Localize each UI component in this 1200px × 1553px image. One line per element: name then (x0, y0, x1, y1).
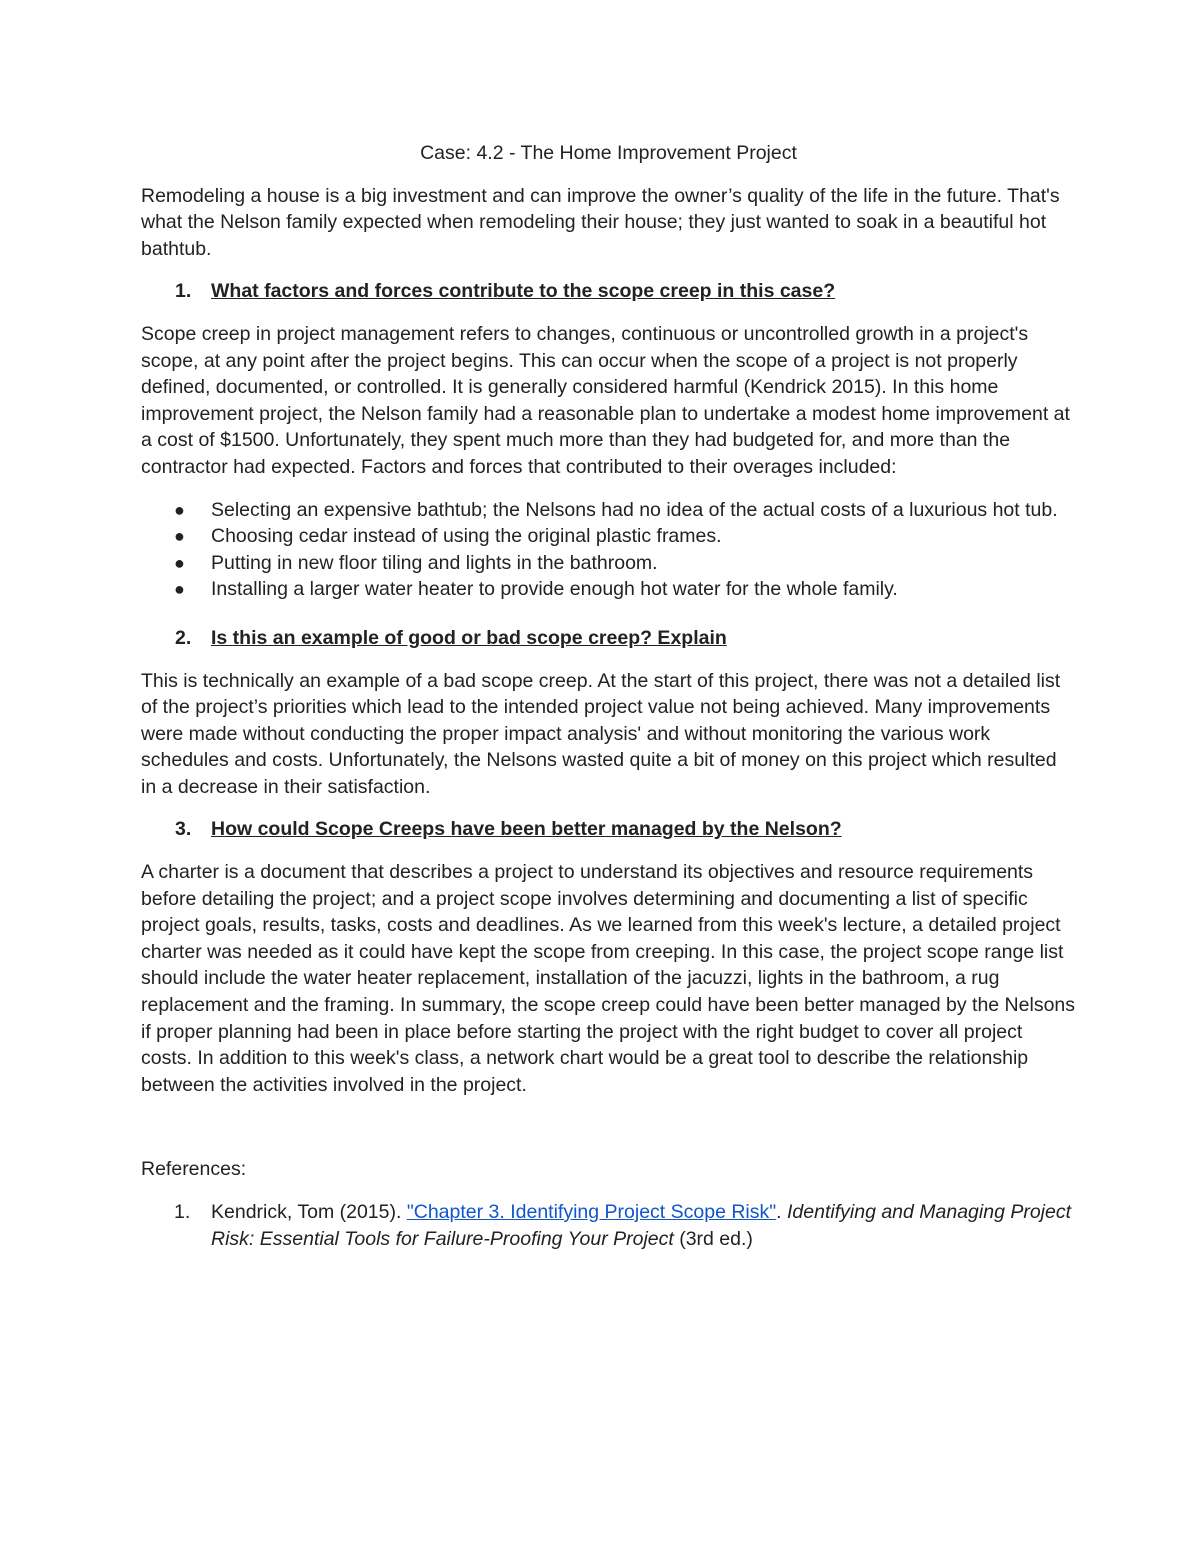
list-item-text: Selecting an expensive bathtub; the Nelsons had no idea of the actual costs of a luxurious hot tub. (211, 498, 1058, 521)
list-item-text: Putting in new floor tiling and lights in the bathroom. (211, 551, 658, 574)
reference-book-title: Identifying and Managing Project Risk: Essential Tools for Failure-Proofing Your Project (211, 1201, 1072, 1250)
bullet-icon: ● (174, 552, 185, 573)
bullet-icon: ● (174, 499, 185, 520)
reference-edition: (3rd ed.) (673, 1227, 753, 1250)
question-3 (141, 816, 1076, 843)
list-item (141, 550, 1076, 577)
question-number: 1. (175, 280, 192, 303)
factors-list (141, 497, 1076, 603)
question-number: 2. (175, 626, 192, 649)
question-text: How could Scope Creeps have been better managed by the Nelson? (211, 818, 842, 841)
question-text: What factors and forces contribute to the scope creep in this case? (211, 280, 836, 303)
reference-link[interactable]: "Chapter 3. Identifying Project Scope Risk" (406, 1201, 777, 1223)
reference-number: 1. (174, 1201, 191, 1223)
page-title: Case: 4.2 - The Home Improvement Project (420, 142, 797, 164)
question-2 (141, 625, 1076, 652)
question-1 (141, 278, 1076, 305)
document-body (141, 140, 1076, 1252)
list-item (141, 523, 1076, 550)
answer-2-paragraph: This is technically an example of a bad scope creep. At the start of this project, there was not a detailed list of the project’s priorities which lead to the intended project value not being achieved. Many improvements were made without conducting the proper impact analysis' and without monitoring the various work schedules and costs. Unfortunately, the Nelsons wasted quite a bit of money on this project which resulted in a decrease in their satisfaction. (141, 669, 1061, 798)
reference-text (211, 1199, 1076, 1252)
reference-item (141, 1199, 1076, 1252)
intro-paragraph: Remodeling a house is a big investment and can improve the owner’s quality of the life in the future. That's what the Nelson family expected when remodeling their house; they just wanted to soak in a beautiful hot bathtub. (141, 184, 1060, 260)
question-number: 3. (175, 818, 192, 841)
answer-1-paragraph: Scope creep in project management refers to changes, continuous or uncontrolled growth in a project's scope, at any point after the project begins. This can occur when the scope of a project is not properly defined, documented, or controlled. It is generally considered harmful (Kendrick 2015). In this home improvement project, the Nelson family had a reasonable plan to undertake a modest home improvement at a cost of $1500. Unfortunately, they spent much more than they had budgeted for, and more than the contractor had expected. Factors and forces that contributed to their overages included: (141, 322, 1070, 478)
reference-separator: . (776, 1201, 788, 1223)
list-item-text: Choosing cedar instead of using the original plastic frames. (211, 525, 722, 548)
spacer (141, 1114, 1076, 1156)
list-item-text: Installing a larger water heater to provide enough hot water for the whole family. (211, 578, 898, 601)
question-text: Is this an example of good or bad scope creep? Explain (211, 626, 727, 649)
references-heading: References: (141, 1158, 247, 1181)
answer-3-paragraph: A charter is a document that describes a project to understand its objectives and resource requirements before detailing the project; and a project scope involves determining and documenting a list of specific project goals, results, tasks, costs and deadlines. As we learned from this week's lecture, a detailed project charter was needed as it could have kept the scope from creeping. In this case, the project scope range list should include the water heater replacement, installation of the jacuzzi, lights in the bathroom, a rug replacement and the framing. In summary, the scope creep could have been better managed by the Nelsons if proper planning had been in place before starting the project with the right budget to cover all project costs. In addition to this week's class, a network chart would be a great tool to describe the relationship between the activities involved in the project. (141, 861, 1076, 1096)
bullet-icon: ● (174, 579, 185, 600)
list-item (141, 497, 1076, 524)
list-item (141, 576, 1076, 603)
reference-author: Kendrick, Tom (2015). (211, 1201, 407, 1223)
bullet-icon: ● (174, 526, 185, 547)
